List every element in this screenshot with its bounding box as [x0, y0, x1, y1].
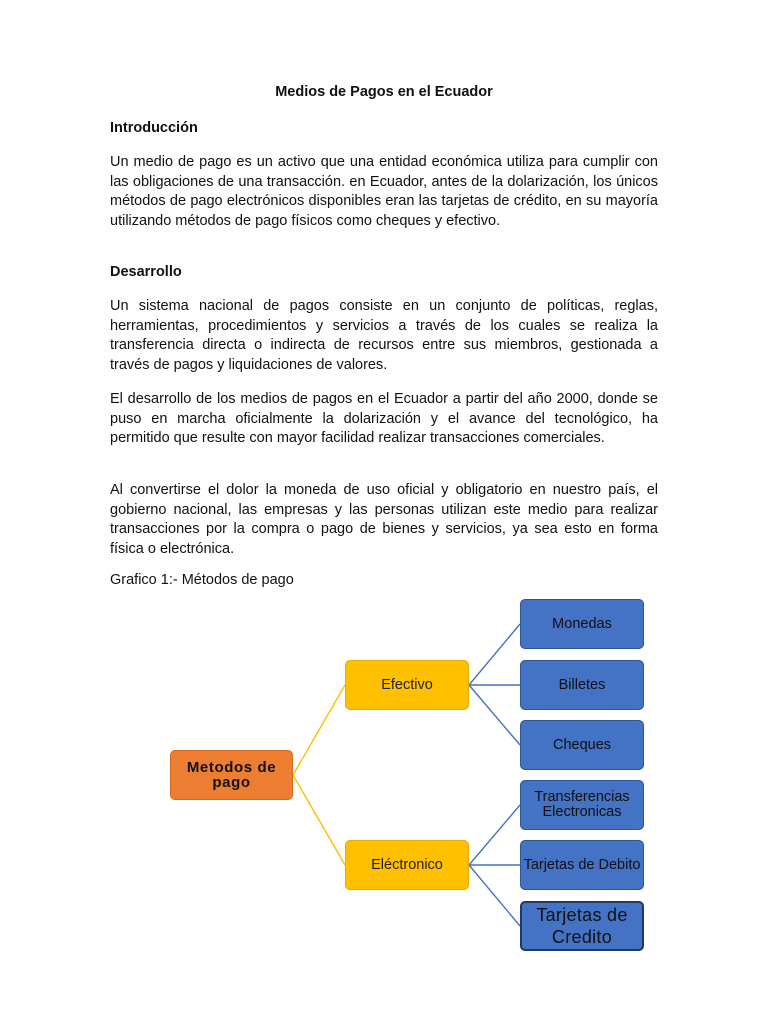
diagram-node-billetes: Billetes [520, 660, 644, 710]
paragraph-dolar-oficial: Al convertirse el dolor la moneda de uso oficial y obligatorio en nuestro país, el gobierno nacional, las empresas y las personas utilizan este medio para realizar transacciones por la compra o pago de bienes y servicios, ya sea esto en forma física o electrónica. [110, 482, 658, 557]
connector-efectivo-monedas [469, 624, 520, 685]
diagram-node-electronico: Eléctronico [345, 840, 469, 890]
diagram-node-monedas: Monedas [520, 599, 644, 649]
diagram-node-tarjetas-credito: Tarjetas de Credito [520, 901, 644, 951]
diagram-node-cheques: Cheques [520, 720, 644, 770]
paragraph-introduccion: Un medio de pago es un activo que una entidad económica utiliza para cumplir con las obligaciones de una transacción. en Ecuador, antes de la dolarización, los únicos métodos de pago electrónicos disponibles eran las tarjetas de crédito, en su mayoría utilizando métodos de pago físicos como cheques y efectivo. [110, 154, 658, 229]
connector-efectivo-cheques [469, 685, 520, 745]
section-heading-introduccion: Introducción [110, 120, 198, 136]
paragraph-desarrollo-medios: El desarrollo de los medios de pagos en el Ecuador a partir del año 2000, donde se puso en marcha oficialmente la dolarización y el avance del tecnológico, ha permitido que resulte con mayor facilidad realizar transacciones comerciales. [110, 391, 658, 447]
connector-root-efectivo [293, 685, 345, 775]
paragraph-sistema-nacional: Un sistema nacional de pagos consiste en un conjunto de políticas, reglas, herramientas, procedimientos y servicios a través de los cuales se realiza la transferencia directa o indirecta de recursos entre sus miembros, gestionada a través de pagos y liquidaciones de valores. [110, 298, 658, 373]
connector-electronico-transferencias [469, 805, 520, 865]
diagram-node-efectivo: Efectivo [345, 660, 469, 710]
diagram-node-transferencias: Transferencias Electronicas [520, 780, 644, 830]
diagram-connectors [0, 590, 768, 970]
diagram-root-node: Metodos de pago [170, 750, 293, 800]
diagram-node-tarjetas-debito: Tarjetas de Debito [520, 840, 644, 890]
section-heading-desarrollo: Desarrollo [110, 264, 182, 280]
document-title: Medios de Pagos en el Ecuador [275, 84, 493, 100]
connector-electronico-credito [469, 865, 520, 926]
figure-caption: Grafico 1:- Métodos de pago [110, 572, 294, 588]
connector-root-electronico [293, 775, 345, 865]
